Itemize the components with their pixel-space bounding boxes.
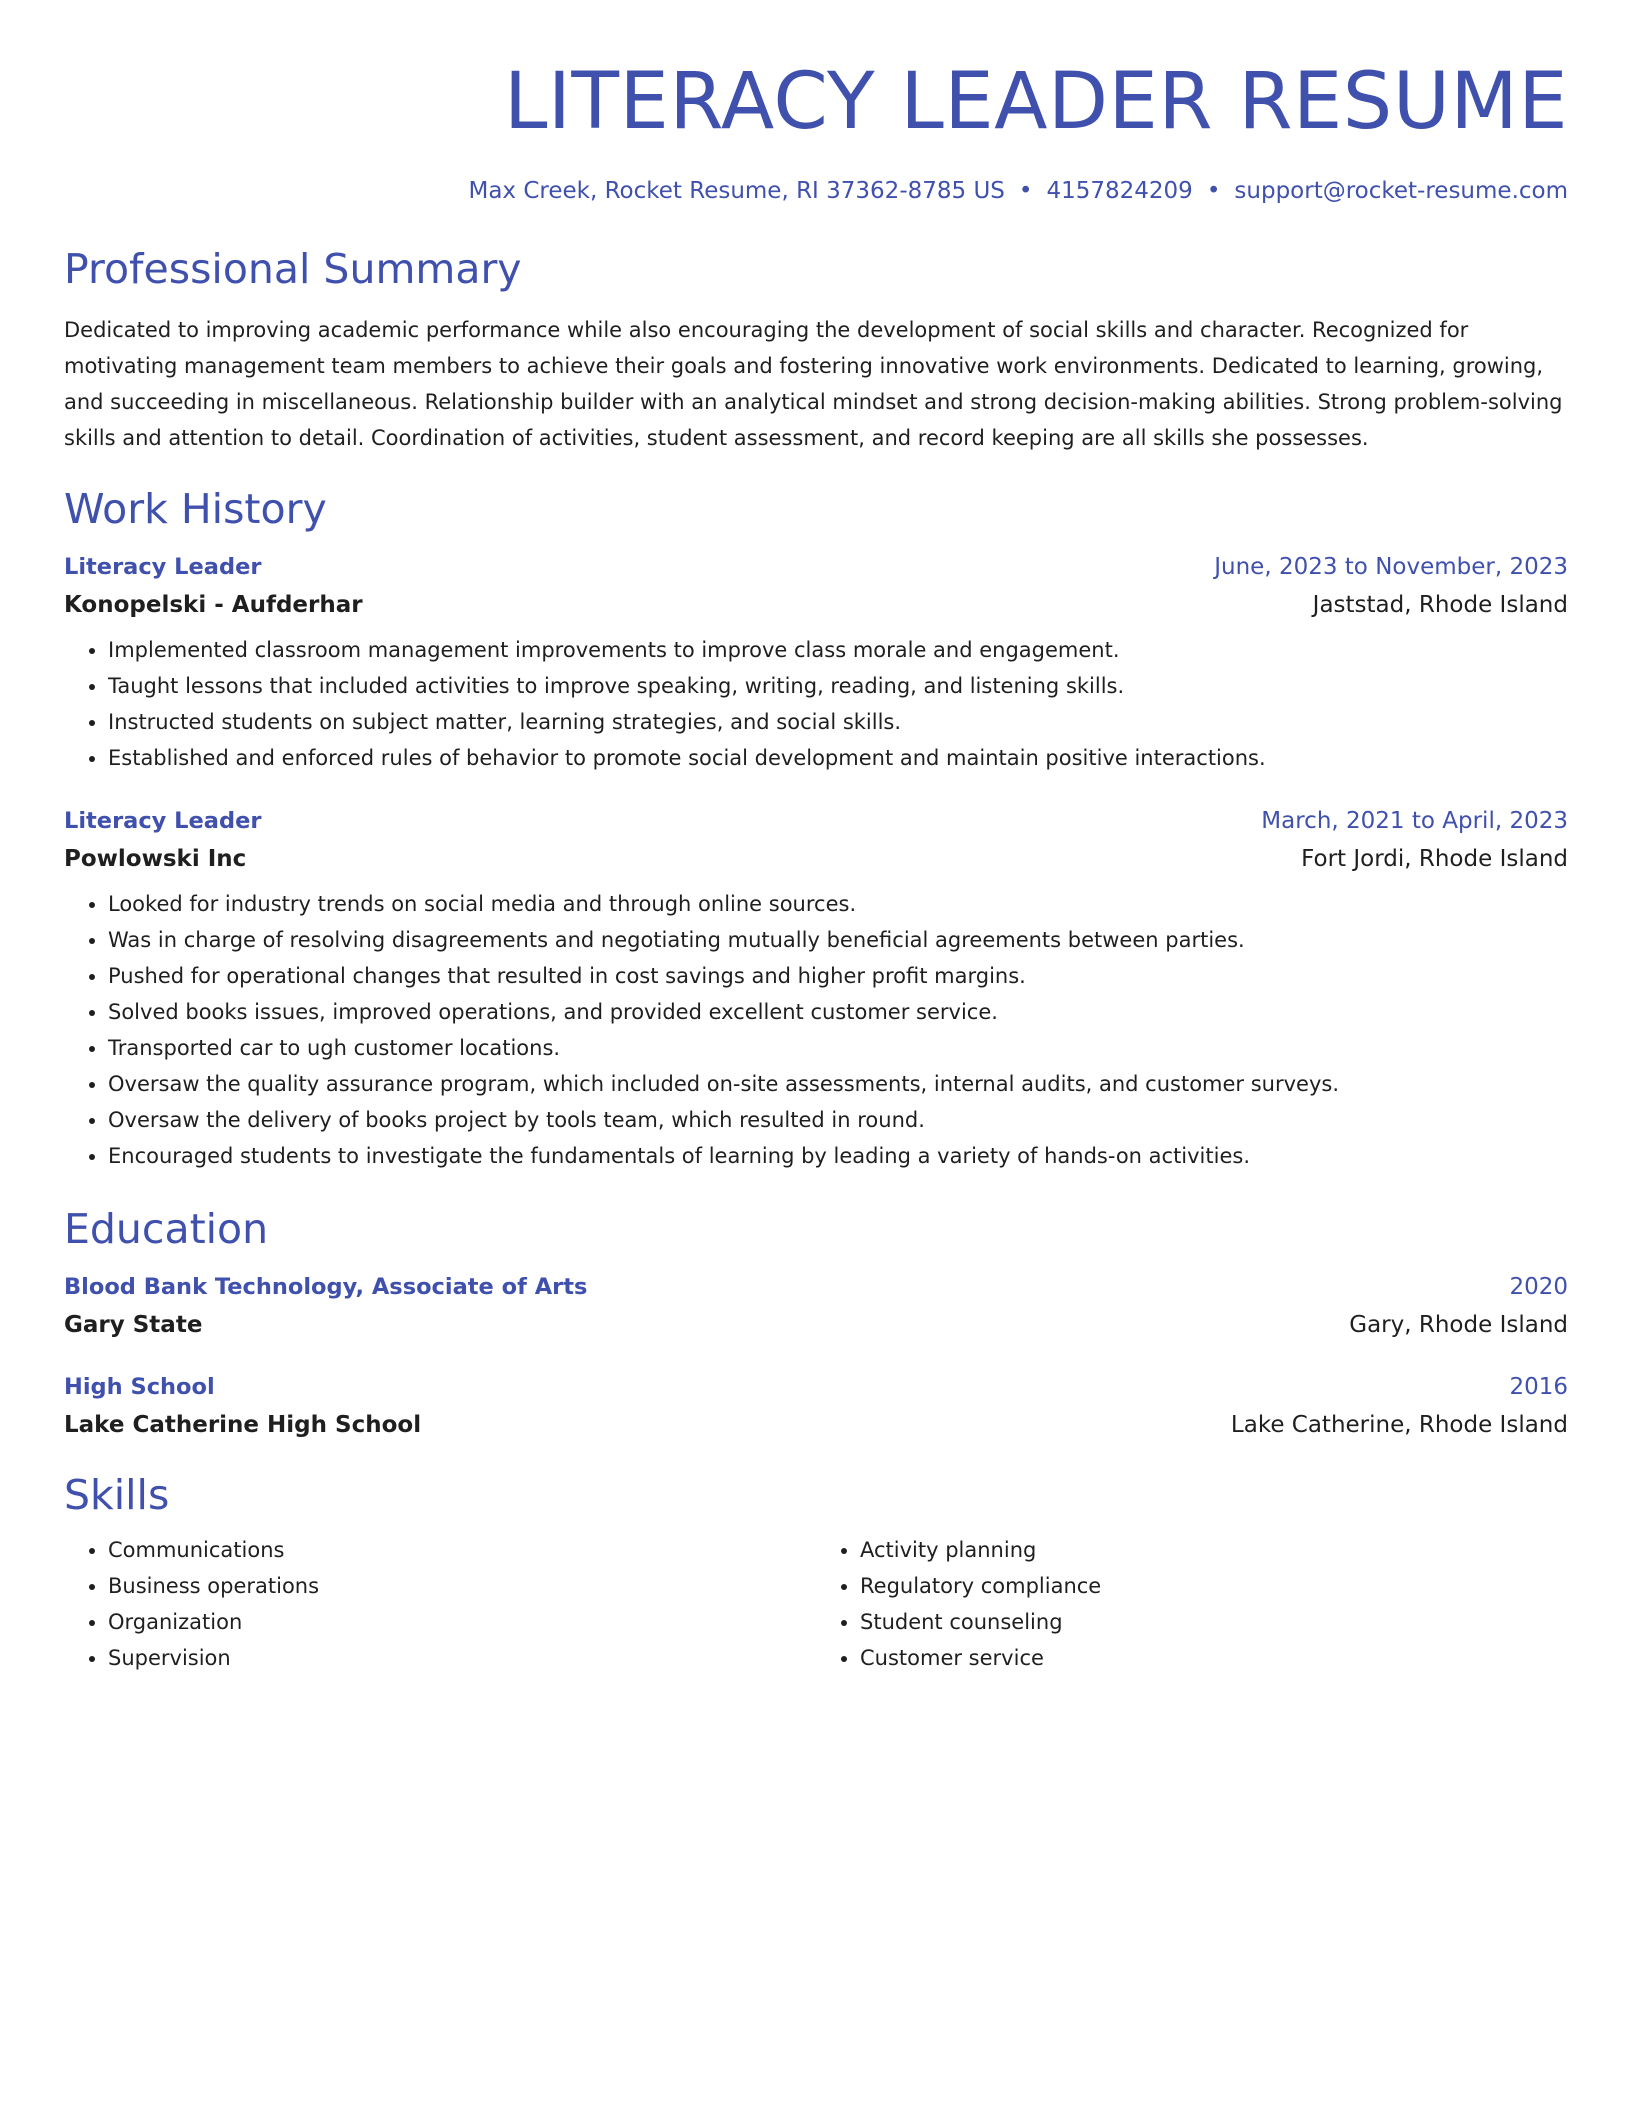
job-company: Powlowski Inc [64,846,247,872]
phone-text: 4157824209 [1046,178,1193,204]
skill-item: • Business operations [108,1568,816,1604]
education-school-row [64,1410,1568,1440]
job-dates: March, 2021 to April, 2023 [1261,808,1568,834]
skills-columns [64,1532,1568,1676]
list-item: • Established and enforced rules of behavior to promote social development and maintain positive interactions. [108,740,1568,776]
skills-section [64,1470,1568,1676]
job-location: Jaststad, Rhode Island [1312,592,1568,618]
job-company-row [64,844,1568,874]
degree-name: Blood Bank Technology, Associate of Arts [64,1274,588,1300]
school-location: Lake Catherine, Rhode Island [1230,1412,1568,1438]
resume-title: LITERACY LEADER RESUME [503,57,1568,147]
contact-line [64,176,1568,206]
list-item: • Solved books issues, improved operations, and provided excellent customer service. [108,994,1568,1030]
job-company: Konopelski - Aufderhar [64,592,363,618]
summary-heading: Professional Summary [64,245,522,293]
job-bullets [64,886,1568,1174]
list-item: • Transported car to ugh customer locations. [108,1030,1568,1066]
job-entry [64,806,1568,1174]
skills-list-left [64,1532,816,1676]
skill-item: • Activity planning [860,1532,1568,1568]
education-header-row [64,1272,1568,1302]
address-text: Max Creek, Rocket Resume, RI 37362-8785 US [468,178,1005,204]
job-location: Fort Jordi, Rhode Island [1301,846,1568,872]
education-entry [64,1372,1568,1440]
skill-item: • Regulatory compliance [860,1568,1568,1604]
school-location: Gary, Rhode Island [1349,1312,1568,1338]
education-heading: Education [64,1205,269,1253]
education-header-row [64,1372,1568,1402]
separator-dot: • [1206,178,1221,204]
job-entry [64,552,1568,776]
education-school-row [64,1310,1568,1340]
job-header-row [64,806,1568,836]
skill-item: • Supervision [108,1640,816,1676]
skills-heading: Skills [64,1471,170,1519]
job-role: Literacy Leader [64,808,262,834]
work-history-heading: Work History [64,485,327,533]
job-bullets [64,632,1568,776]
degree-name: High School [64,1374,215,1400]
list-item: • Oversaw the quality assurance program, which included on-site assessments, internal audits, and customer surveys. [108,1066,1568,1102]
job-company-row [64,590,1568,620]
list-item: • Oversaw the delivery of books project by tools team, which resulted in round. [108,1102,1568,1138]
email-link[interactable]: support@rocket-resume.com [1234,178,1568,204]
list-item: • Looked for industry trends on social media and through online sources. [108,886,1568,922]
skill-item: • Communications [108,1532,816,1568]
list-item: • Taught lessons that included activities to improve speaking, writing, reading, and listening skills. [108,668,1568,704]
separator-dot: • [1018,178,1033,204]
list-item: • Pushed for operational changes that resulted in cost savings and higher profit margins. [108,958,1568,994]
job-dates: June, 2023 to November, 2023 [1214,554,1568,580]
graduation-year: 2020 [1509,1274,1568,1300]
graduation-year: 2016 [1509,1374,1568,1400]
summary-section [64,244,1568,456]
job-role: Literacy Leader [64,554,262,580]
school-name: Gary State [64,1312,203,1338]
skills-list-right [816,1532,1568,1676]
education-section [64,1204,1568,1440]
list-item: • Implemented classroom management improvements to improve class morale and engagement. [108,632,1568,668]
list-item: • Instructed students on subject matter, learning strategies, and social skills. [108,704,1568,740]
skill-item: • Organization [108,1604,816,1640]
school-name: Lake Catherine High School [64,1412,422,1438]
list-item: • Was in charge of resolving disagreements and negotiating mutually beneficial agreements between parties. [108,922,1568,958]
skill-item: • Student counseling [860,1604,1568,1640]
work-history-section [64,484,1568,1174]
list-item: • Encouraged students to investigate the fundamentals of learning by leading a variety of hands-on activities. [108,1138,1568,1174]
skill-item: • Customer service [860,1640,1568,1676]
education-entry [64,1272,1568,1340]
job-header-row [64,552,1568,582]
summary-paragraph: Dedicated to improving academic performance while also encouraging the development of social skills and character. Recognized for motivating management team members to achieve their goals and fostering innovative work environments. Dedicated to learning, growing, and succeeding in miscellaneous. Relationship builder with an analytical mindset and strong decision-making abilities. Strong problem-solving skills and attention to detail. Coordination of activities, student assessment, and record keeping are all skills she possesses. [64,318,1563,450]
